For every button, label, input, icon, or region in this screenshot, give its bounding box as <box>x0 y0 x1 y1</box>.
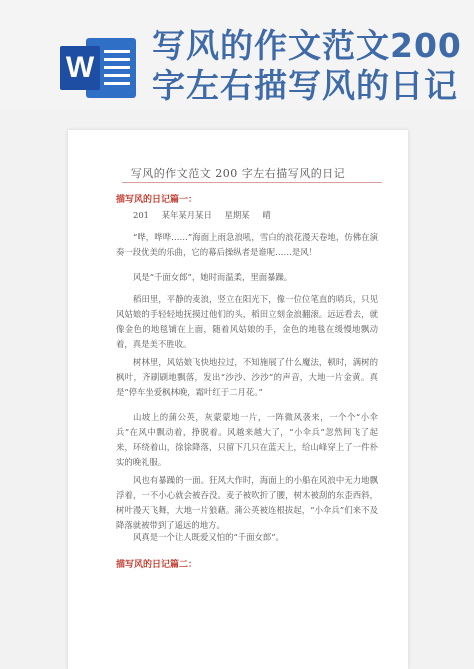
section-heading-1: 描写风的日记篇一： <box>116 195 198 205</box>
word-letter: W <box>60 46 100 90</box>
document-preview <box>68 130 408 669</box>
document-title: 写风的作文范文 200 字左右描写风的日记 <box>130 167 346 180</box>
banner <box>0 0 474 110</box>
word-icon <box>60 38 136 98</box>
paragraph-4: 树林里，风姑娘飞快地拉过，不知施展了什么魔法，顿时，满树的枫叶，齐刷刷地飘落，发出“沙沙、沙沙”的声音，大地一片金黄。真是“停车坐爱枫林晚，霜叶红于二月花。” <box>116 357 378 397</box>
paragraph-7: 风真是一个让人既爱又怕的“千面女郎”。 <box>133 532 284 542</box>
paragraph-1: “哗，哗哗……”海面上雨急浪吼，雪白的浪花漫天卷地，仿佛在演奏一段优美的乐曲，它的幕后操纵者是谁呢……是风！ <box>116 232 378 257</box>
paragraph-6: 风也有暴躁的一面。狂风大作时，海面上的小船在风浪中无力地飘浮着，一不小心就会被吞没。麦子被吹折了腰，树木被刮的东歪西斜，树叶漫天飞舞，大地一片狼藉。蒲公英被连根拔起，“小伞兵”们来不及降落就被带到了遥远的地方。 <box>116 475 378 530</box>
paragraph-2: 风是“千面女郎”，她时而温柔，里面暴躁。 <box>133 272 293 282</box>
paragraph-5: 山坡上的蒲公英，灰蒙蒙地一片，一阵微风袭来，一个个“小伞兵”在风中飘动着，挣脱着。风越来越大了，“小伞兵”忽然间飞了起来，环绕着山，徐徐降落，只留下几只在蓝天上，给山峰穿上了一件朴实的晚礼服。 <box>116 412 378 467</box>
page-title: 写风的作文范文200字左右描写风的日记 <box>152 26 462 105</box>
paragraph-3: 稻田里，平静的麦浪，竖立在阳光下，像一位位笔直的哨兵，只见风姑娘的手轻轻地抚摸过他们的头，稻田立刻金浪翻滚。远远看去，就像金色的地毯铺在上面，随着风姑娘的手，金色的地毯在缓慢地飘动着，真是美不胜收。 <box>116 294 378 349</box>
section-heading-2: 描写风的日记篇二： <box>116 560 198 570</box>
date-line: 201 某年某月某日 星期某 晴 <box>133 210 271 220</box>
title-divider <box>122 182 382 183</box>
